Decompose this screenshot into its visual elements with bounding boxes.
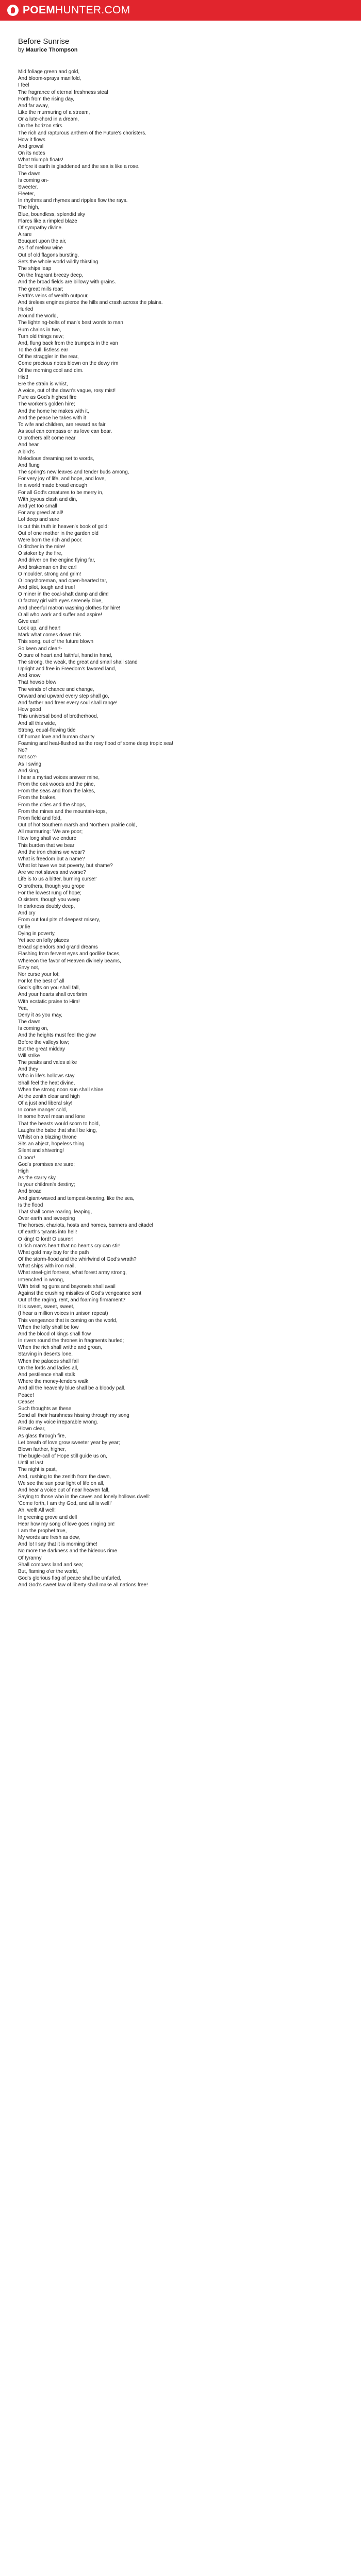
- poem-text: Mid foliage green and gold, And bloom-sprays manifold, I feel The fragrance of eternal freshness steal Forth from the rising day, And far away, Like the murmuring of a stream, Or a lute-chord in a dream, On the horizon stirs The rich and rapturous anthem of the Future's choristers. How it flows And grows! On its notes What triumph floats! Before it earth is gladdened and the sea is like a rose. The dawn Is coming on- Sweeter, Fleeter, In rhythms and rhymes and ripples flow the rays. The high, Blue, boundless, splendid sky Flares like a rimpled blaze Of sympathy divine. A rare Bouquet upon the air, As if of mellow wine Out of old flagons bursting, Sets the whole world wildly thirsting. The ships leap On the fragrant breezy deep, And the broad fields are billowy with grains. The great mills roar; Earth's veins of wealth outpour, And tireless engines pierce the hills and crash across the plains. Hurled Around the world, The lightning-bolts of man's best words to man Burn chains in two, Turn old things new; And, flung back from the trumpets in the van To the dull, listless ear Of the straggler in the rear, Come precious notes blown on the dewy rim Of the morning cool and dim. Hist! Ere the strain is whist, A voice, out of the dawn's vague, rosy mist! Pure as God's highest fire The worker's golden hire; And the home he makes with it, And the peace he takes with it To wife and children, are reward as fair As soul can compass or as love can bear. O brothers all! come near And hear A bird's Melodious dreaming set to words, And flung The spring's new leaves and tender buds among, For very joy of life, and hope, and love, In a world made broad enough For all God's creatures to be merry in, With joyous clash and din, And yet too small For any greed at all! Lo! deep and sure Is cut this truth in heaven's book of gold: Out of one mother in the garden old Were born the rich and poor. O ditcher in the mire! O stoker by the fire, And driver on the engine flying far, And brakeman on the car! O moulder, strong and grim! O longshoreman, and open-hearted tar, And pilot, tough and true! O miner in the coal-shaft damp and dim! O factory girl with eyes serenely blue, And cheerful matron washing clothes for hire! O all who work and suffer and aspire! Give ear! Look up, and hear! Mark what comes down this This song, out of the future blown So keen and clear!- O pure of heart and faithful, hand in hand, The strong, the weak, the great and small shall stand Upright and free in Freedom's favored land, And know That howso blow The winds of chance and change, Onward and upward every step shall go, And farther and freer every soul shall range! How good This universal bond of brotherhood, And all this wide, Strong, equal-flowing tide Of human love and human charity Foaming and heat-flushed as the rosy flood of some deep tropic sea! No? Not so?- As I swing And sing, I hear a myriad voices answer mine, From the oak woods and the pine, From the seas and from the lakes, From the brakes, From the cities and the shops, From the mines and the mountain-tops, From field and fold, Out of hot Southern marsh and Northern prairie cold, All murmuring: 'We are poor; How long shall we endure This burden that we bear And the iron chains we wear? What is freedom but a name? What lot have we but poverty, but shame? Are we not slaves and worse? Life is to us a bitter, burning curse!' O brothers, though you grope For the lowest rung of hope; O sisters, though you weep In darkness doubly deep, And cry From out foul pits of deepest misery, Or lie Dying in poverty, Yet see on lofty places Broad splendors and grand dreams Flashing from fervent eyes and godlike faces, Whereon the favor of Heaven divinely beams, Envy not, Nor curse your lot; For lo! the best of all God's gifts on you shall fall, And your hearts shall overbrim With ecstatic praise to Him! Yea, Deny it as you may, The dawn Is coming on, And the heights must feel the glow Before the valleys low; But the great midday Will strike The peaks and vales alike And they Who in life's hollows stay Shall feel the heat divine, When the strong noon sun shall shine At the zenith clear and high Of a just and liberal sky! In come manger cold, In some hovel mean and lone That the beasts would scorn to hold, Laughs the babe that shall be king, Whilst on a blazing throne Sits an abject, hopeless thing Silent and shivering! O poor! God's promises are sure; High As the starry sky Is your children's destiny; And broad And giant-waved and tempest-bearing, like the sea, Is the flood That shall come roaring, leaping, Over earth and sweeping The horses, chariots, hosts and homes, banners and citadel Of earth's tyrants into hell! O king! O lord! O usurer! O rich man's heart that no heart's cry can stir! What gold may buy for the path Of the storm-flood and the whirlwind of God's wrath? What ships with iron mail, What steel-girt fortress, what forest army strong, Intrenched in wrong, With bristling guns and bayonets shall avail Against the crushing missiles of God's vengeance sent Out of the raging, rent, and foaming firmament? It is sweet, sweet, sweet, (I hear a million voices in unison repeat) This vengeance that is coming on the world, When the lofty shall be low And the blood of kings shall flow In rivers round the thrones in fragments hurled; When the rich shall writhe and groan, Starving in deserts lone, When the palaces shall fall On the lords and ladies all, And pestilence shall stalk Where the money-lenders walk, And all the heavenly blue shall be a bloody pall. Peace! Cease! Such thoughts as these Send all their harshness hissing through my song And do my voice irreparable wrong. Blown clear, As glass through fire, Let breath of love grow sweeter year by year; Blown farther, higher, The bugle-call of Hope still guide us on, Until at last The night is past, And, rushing to the zenith from the dawn, We see the sun pour light of life on all, And hear a voice out of near heaven fall, Saying to those who in the caves and lonely hollows dwell: 'Come forth, I am thy God, and all is well!' Ah, well! All well! In greening grove and dell Hear how my song of love goes ringing on! I am the prophet true, My words are fresh as dew, And lo! I say that it is morning time! No more the darkness and the hideous rime Of tyranny Shall compass land and sea; But, flaming o'er the world, God's glorious flag of peace shall be unfurled, And God's sweet law of liberty shall make all nations free!: [18, 69, 173, 1588]
- byline-prefix: by: [18, 47, 24, 53]
- poem-byline: [18, 47, 361, 53]
- brand-light: HUNTER.COM: [55, 4, 130, 16]
- poem-title: Before Sunrise: [18, 37, 70, 46]
- site-header: [0, 0, 361, 21]
- site-logo-text[interactable]: [23, 4, 130, 16]
- poemhunter-logo-icon[interactable]: [7, 5, 19, 16]
- poem-author: Maurice Thompson: [25, 47, 78, 53]
- brand-bold: POEM: [23, 4, 56, 16]
- poem-heading: [0, 21, 361, 53]
